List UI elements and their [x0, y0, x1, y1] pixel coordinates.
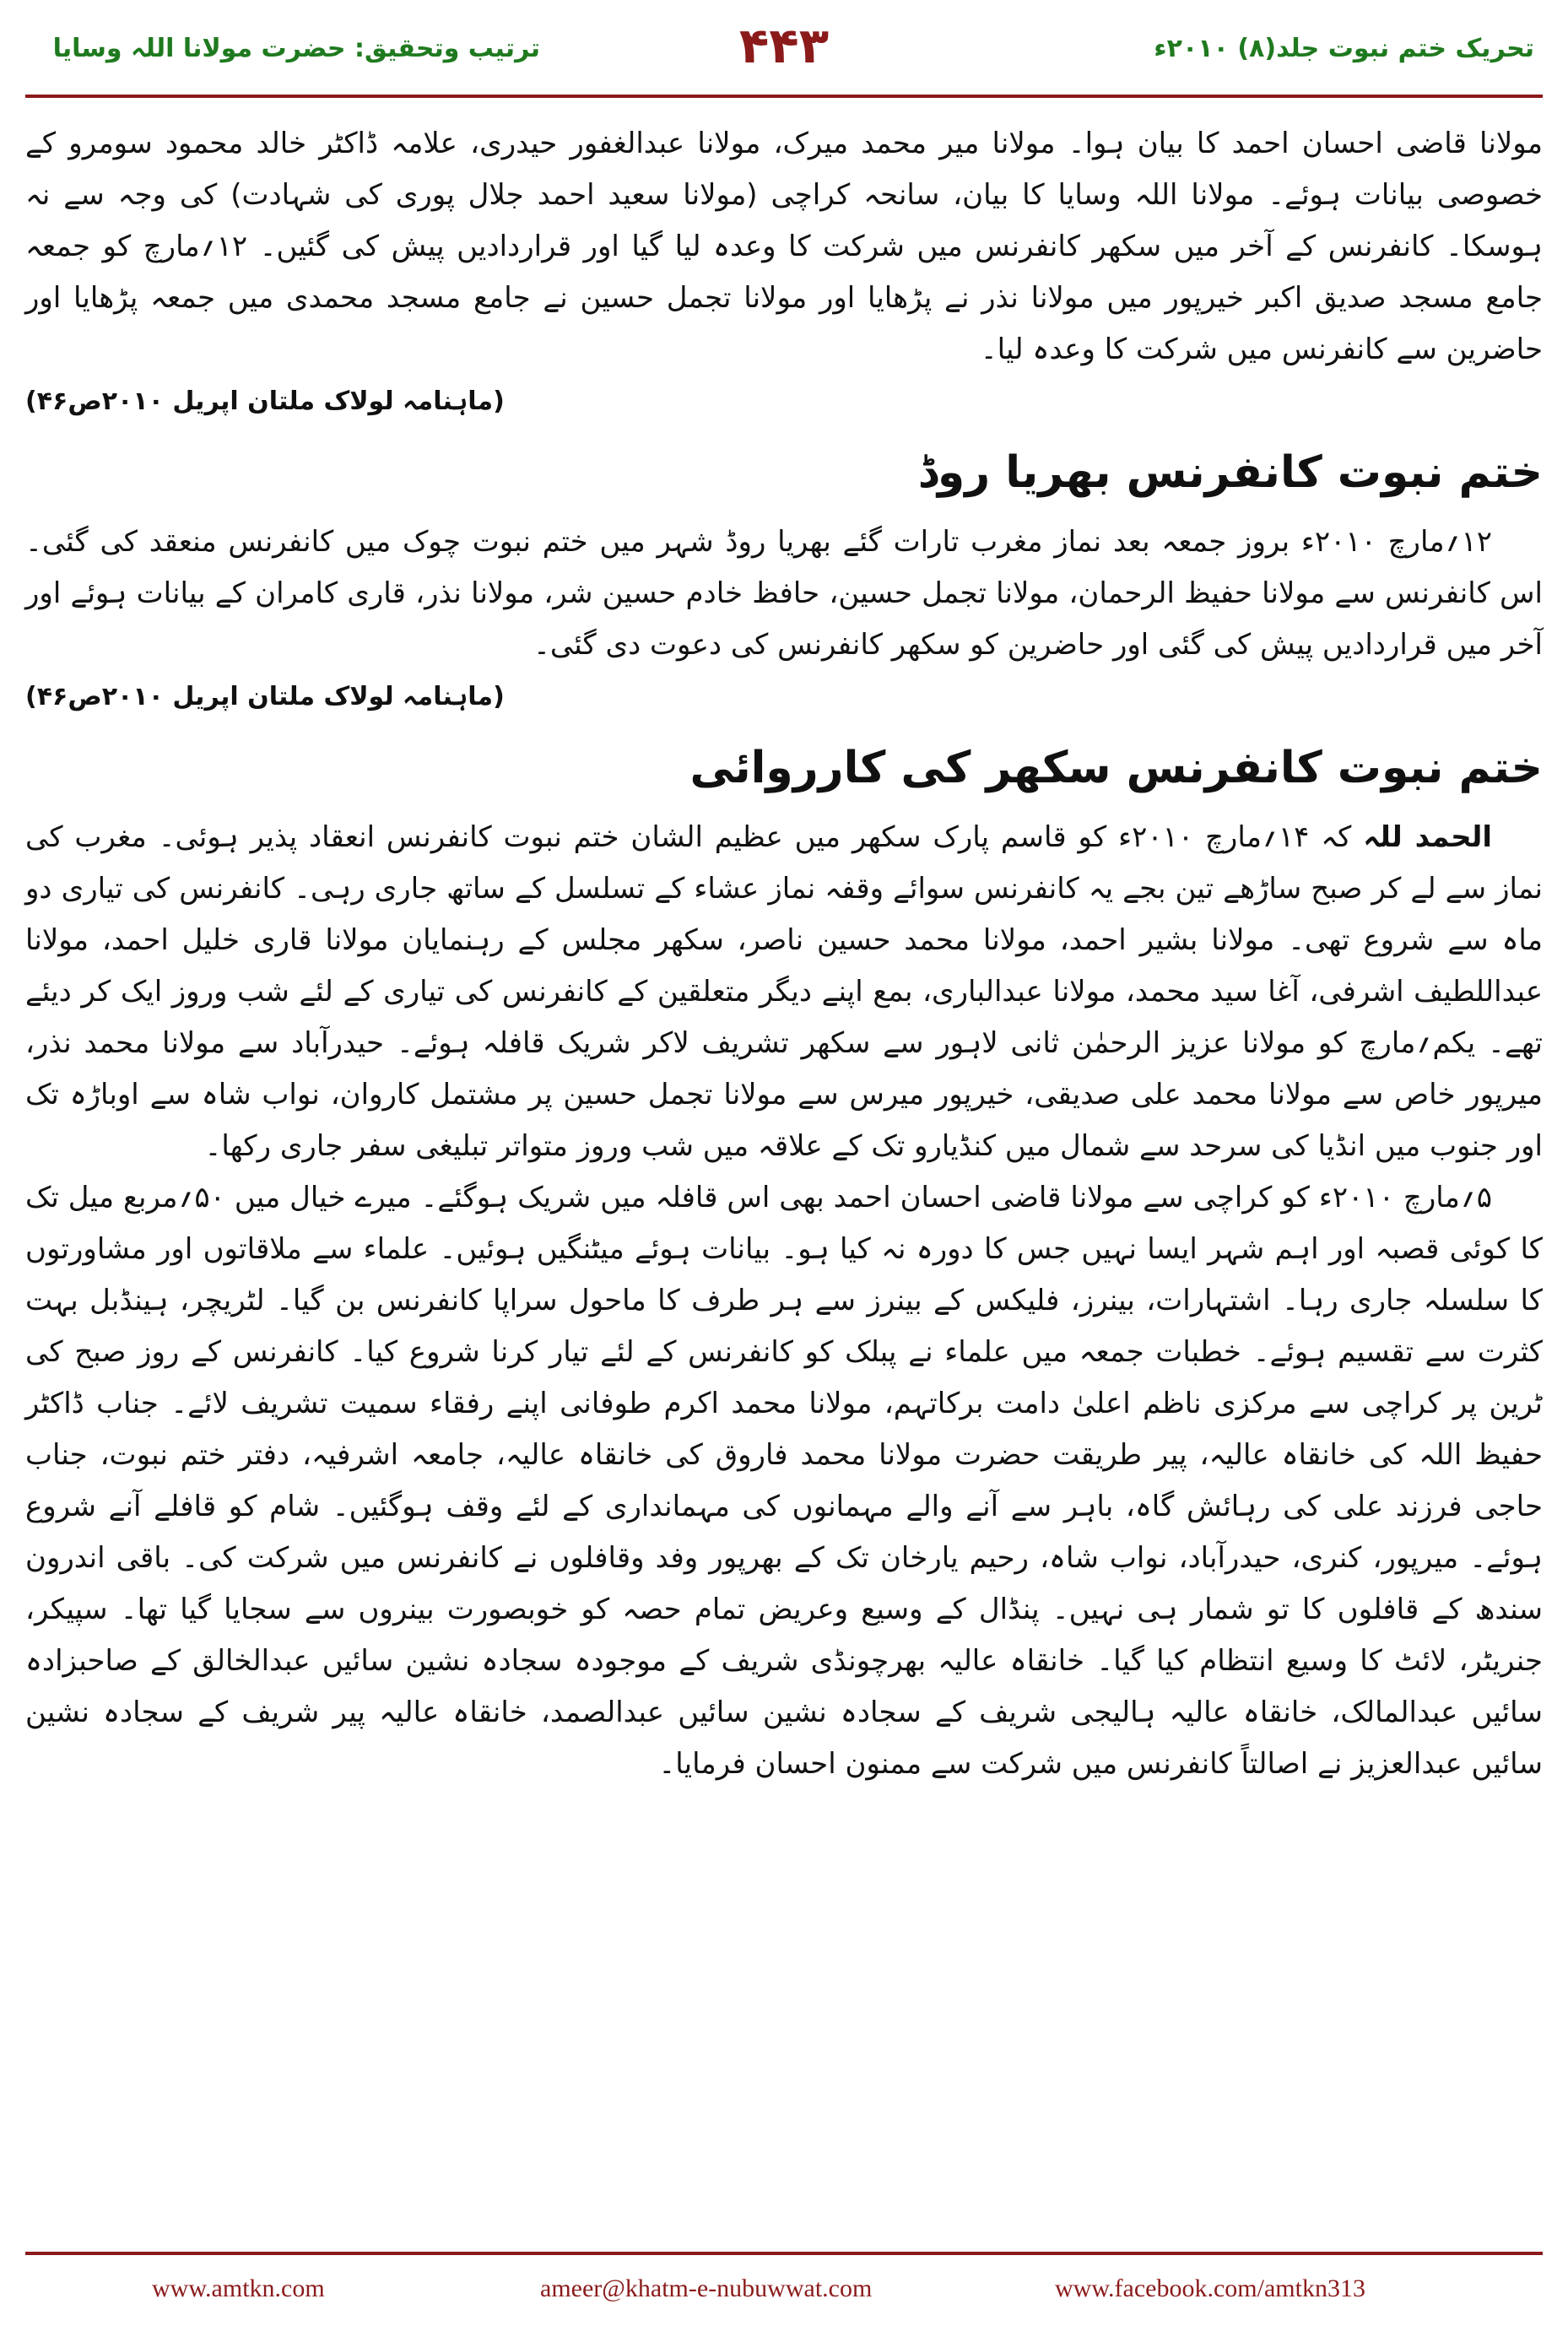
body-paragraph: مولانا قاضی احسان احمد کا بیان ہوا۔ مولانا میر محمد میرک، مولانا عبدالغفور حیدری، علامہ ڈاکٹر خالد محمود سومرو کے خصوصی بیانات ہوئے۔ مولانا اللہ وسایا کا بیان، سانحہ کراچی (مولانا سعید احمد جلال پوری کی شہادت) کی وجہ سے نہ ہوسکا۔ کانفرنس کے آخر میں سکھر کانفرنس میں شرکت کا وعدہ لیا گیا اور قراردادیں پیش کی گئیں۔ ۱۲؍مارچ کو جمعہ جامع مسجد صدیق اکبر خیرپور میں مولانا نذر نے پڑھایا اور مولانا تجمل حسین نے جامع مسجد محمدی میں جمعہ پڑھایا اور حاضرین سے کانفرنس میں شرکت کا وعدہ لیا۔ — [25, 127, 1543, 366]
paragraph-text: کہ ۱۴؍مارچ ۲۰۱۰ء کو قاسم پارک سکھر میں عظیم الشان ختم نبوت کانفرنس انعقاد پذیر ہوئی۔ مغرب کی نماز سے لے کر صبح ساڑھے تین بجے یہ کانفرنس سوائے وقفہ نماز عشاء کے تسلسل کے ساتھ جاری رہی۔ کانفرنس کی تیاری دو ماہ سے شروع تھی۔ مولانا بشیر احمد، مولانا محمد حسین ناصر، سکھر مجلس کے رہنمایان مولانا قاری خلیل احمد، مولانا عبداللطیف اشرفی، آغا سید محمد، مولانا عبدالباری، بمع اپنے دیگر متعلقین کے کانفرنس کی تیاری کے لئے شب وروز ایک کر دیئے تھے۔ یکم؍مارچ کو مولانا عزیز الرحمٰن ثانی لاہور سے سکھر تشریف لاکر شریک قافلہ ہوئے۔ حیدرآباد سے مولانا محمد نذر، میرپور خاص سے مولانا محمد علی صدیقی، خیرپور میرس سے مولانا تجمل حسین پر مشتمل کاروان، نواب شاہ سے اوباڑہ تک اور جنوب میں انڈیا کی سرحد سے شمال میں کنڈیارو تک کے علاقہ میں شب وروز متواتر تبلیغی سفر جاری رکھا۔ — [25, 820, 1543, 1163]
compiler-credit: ترتیب وتحقیق: حضرت مولانا اللہ وسایا — [52, 34, 540, 63]
body-paragraph — [25, 812, 1543, 1172]
page-number: ۴۴۳ — [738, 17, 830, 74]
citation: (ماہنامہ لولاک ملتان اپریل ۲۰۱۰ص۴۶) — [25, 387, 505, 416]
section-heading: ختم نبوت کانفرنس بھریا روڈ — [917, 447, 1543, 498]
body-paragraph: ۵؍مارچ ۲۰۱۰ء کو کراچی سے مولانا قاضی احسان احمد بھی اس قافلہ میں شریک ہوگئے۔ میرے خیال میں ۵۰؍مربع میل تک کا کوئی قصبہ اور اہم شہر ایسا نہیں جس کا دورہ نہ کیا ہو۔ بیانات ہوئے میٹنگیں ہوئیں۔ علماء سے ملاقاتوں اور مشاورتوں کا سلسلہ جاری رہا۔ اشتہارات، بینرز، فلیکس کے بینرز سے ہر طرف کا ماحول سراپا کانفرنس بن گیا۔ لٹریچر، ہینڈبل بہت کثرت سے تقسیم ہوئے۔ خطبات جمعہ میں علماء نے پبلک کو کانفرنس کے لئے تیار کرنا شروع کیا۔ کانفرنس کے روز صبح کی ٹرین پر کراچی سے مرکزی ناظم اعلیٰ دامت برکاتہم، مولانا محمد اکرم طوفانی اپنے رفقاء سمیت تشریف لائے۔ جناب ڈاکٹر حفیظ اللہ کی خانقاہ عالیہ، پیر طریقت حضرت مولانا محمد فاروق کی خانقاہ عالیہ، جامعہ اشرفیہ، دفتر ختم نبوت، جناب حاجی فرزند علی کی رہائش گاہ، باہر سے آنے والے مہمانوں کی مہمانداری کے لئے وقف ہوگئیں۔ شام کو قافلے آنے شروع ہوئے۔ میرپور، کنری، حیدرآباد، نواب شاہ، رحیم یارخان تک کے بھرپور وفد وقافلوں نے کانفرنس میں شرکت کی۔ باقی اندرون سندھ کے قافلوں کا تو شمار ہی نہیں۔ پنڈال کے وسیع وعریض تمام حصہ کو خوبصورت بینروں سے سجایا گیا تھا۔ سپیکر، جنریٹر، لائٹ کا وسیع انتظام کیا گیا۔ خانقاہ عالیہ بھرچونڈی شریف کے موجودہ سجادہ نشین سائیں عبدالخالق کے صاحبزادہ سائیں عبدالمالک، خانقاہ عالیہ ہالیجی شریف کے سجادہ نشین سائیں عبدالصمد، خانقاہ عالیہ پیر شریف کے سجادہ نشین سائیں عبدالعزیز نے اصالتاً کانفرنس میں شرکت سے ممنون احسان فرمایا۔ — [25, 1181, 1543, 1781]
email-link[interactable]: ameer@khatm-e-nubuwwat.com — [540, 2274, 873, 2302]
citation: (ماہنامہ لولاک ملتان اپریل ۲۰۱۰ص۴۶) — [25, 682, 505, 711]
lead-phrase: الحمد للہ — [1363, 820, 1493, 854]
header-divider — [25, 95, 1543, 98]
book-title: تحریک ختم نبوت جلد(۸) ۲۰۱۰ء — [1154, 34, 1534, 63]
section-heading: ختم نبوت کانفرنس سکھر کی کارروائی — [689, 743, 1543, 793]
website-link[interactable]: www.amtkn.com — [152, 2274, 325, 2302]
body-paragraph: ۱۲؍مارچ ۲۰۱۰ء بروز جمعہ بعد نماز مغرب تارات گئے بھریا روڈ شہر میں ختم نبوت چوک میں کانفرنس منعقد کی گئی۔ اس کانفرنس سے مولانا حفیظ الرحمان، مولانا تجمل حسین، حافظ خادم حسین شر، مولانا نذر، قاری کامران کے بیانات ہوئے اور آخر میں قراردادیں پیش کی گئی اور حاضرین کو سکھر کانفرنس کی دعوت دی گئی۔ — [25, 525, 1543, 662]
page-body — [25, 118, 1543, 1790]
footer-divider — [25, 2252, 1543, 2255]
page-header — [0, 0, 1568, 101]
page-footer — [0, 2258, 1568, 2342]
facebook-link[interactable]: www.facebook.com/amtkn313 — [1055, 2274, 1365, 2302]
